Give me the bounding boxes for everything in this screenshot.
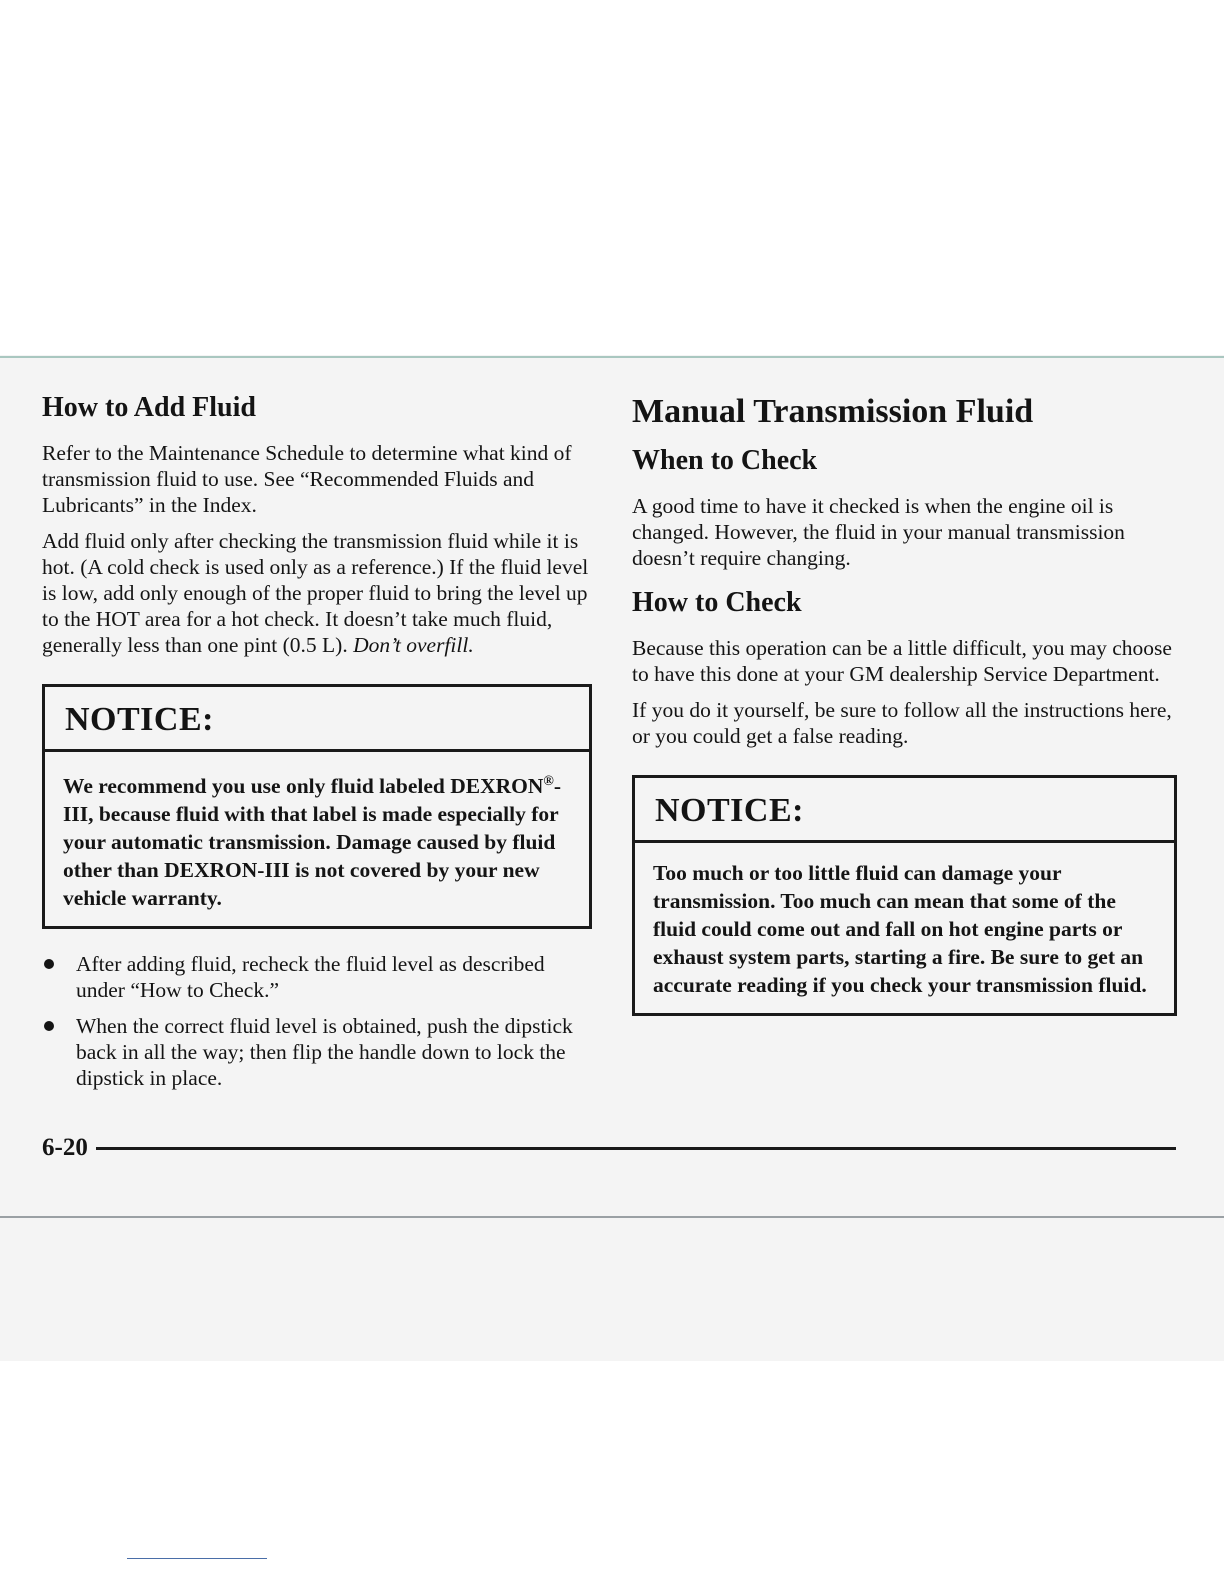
add-fluid-paragraph-2-text: Add fluid only after checking the transmission fluid while it is hot. (A cold check is used only as a reference.) If the fluid level is low, add only enough of the proper fluid to bring the level up to the HOT area for a hot check. It doesn’t take much fluid, generally less than one pint (0.5 L). xyxy=(42,529,589,658)
how-to-add-fluid-heading: How to Add Fluid xyxy=(42,392,256,423)
bullet-icon xyxy=(44,1021,54,1031)
fluid-level-notice-box xyxy=(632,775,1177,1016)
page-number: 6-20 xyxy=(42,1134,88,1161)
dexron-notice-box xyxy=(42,684,592,929)
when-to-check-heading: When to Check xyxy=(632,445,818,477)
how-to-check-text-2: If you do it yourself, be sure to follow all the instructions here, or you could get a false reading. xyxy=(632,698,1172,749)
how-to-check-heading: How to Check xyxy=(632,587,802,619)
add-fluid-paragraph-2 xyxy=(42,528,592,658)
notice-text-start: We recommend you use only fluid labeled DEXRON xyxy=(63,774,544,799)
bottom-scan-rule xyxy=(0,1216,1224,1218)
list-item xyxy=(42,1013,592,1091)
dont-overfill-emphasis: Don’t overfill. xyxy=(353,633,474,658)
footer-rule xyxy=(96,1147,1176,1150)
notice-text-end: -III, because fluid with that label is made especially for your automatic transmission. Damage caused by fluid other than DEXRON-III is not covered by your new vehicle warranty. xyxy=(63,774,562,911)
page-footer xyxy=(42,1132,1176,1164)
bullet-text: After adding fluid, recheck the fluid level as described under “How to Check.” xyxy=(76,952,545,1003)
how-to-check-text-1: Because this operation can be a little difficult, you may choose to have this done at your GM dealership Service Department. xyxy=(632,636,1172,687)
registered-mark: ® xyxy=(543,774,554,790)
list-item xyxy=(42,951,592,1003)
add-fluid-paragraph-1: Refer to the Maintenance Schedule to determine what kind of transmission fluid to use. See “Recommended Fluids and Lubricants” in the Index. xyxy=(42,441,572,518)
notice-title: NOTICE: xyxy=(635,778,1174,843)
manual-transmission-fluid-title: Manual Transmission Fluid xyxy=(632,393,1034,430)
bullet-text: When the correct fluid level is obtained, push the dipstick back in all the way; then flip the handle down to lock the dipstick in place. xyxy=(76,1014,573,1091)
stray-underline xyxy=(127,1558,267,1559)
right-column xyxy=(632,392,1177,1016)
notice-text: Too much or too little fluid can damage your transmission. Too much can mean that some of the fluid could come out and fall on hot engine parts or exhaust system parts, starting a fire. Be sure to get an accurate reading if you check your transmission fluid. xyxy=(653,861,1147,998)
top-scan-rule xyxy=(0,356,1224,358)
notice-title: NOTICE: xyxy=(45,687,589,752)
notice-text xyxy=(45,752,589,926)
bullet-icon xyxy=(44,959,54,969)
when-to-check-text: A good time to have it checked is when the engine oil is changed. However, the fluid in your manual transmission doesn’t require changing. xyxy=(632,494,1125,571)
left-column xyxy=(42,392,592,1101)
bullet-list xyxy=(42,951,592,1091)
